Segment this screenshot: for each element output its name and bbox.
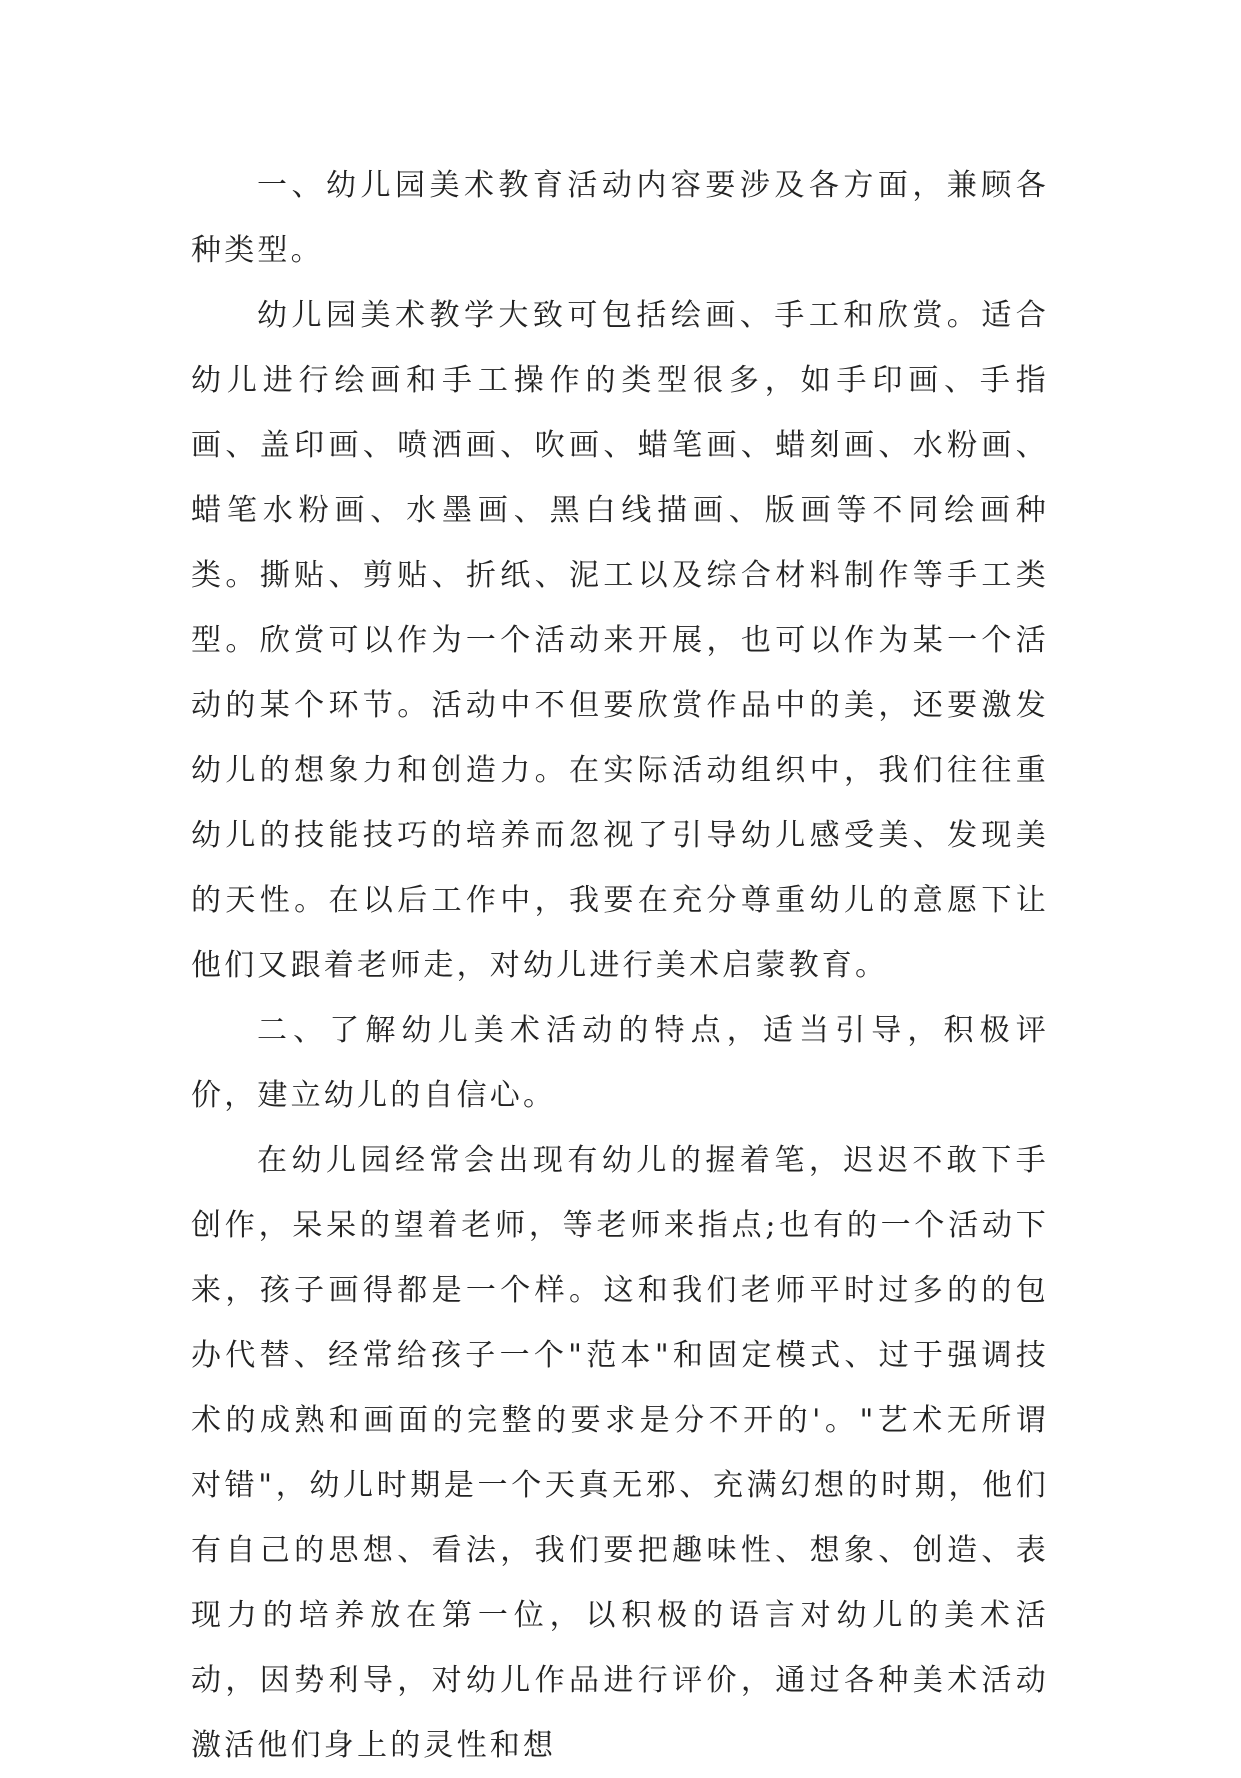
document-body (191, 153, 1049, 1778)
section-heading-2: 二、了解幼儿美术活动的特点，适当引导，积极评价，建立幼儿的自信心。 (191, 1013, 1049, 1113)
paragraph-1: 幼儿园美术教学大致可包括绘画、手工和欣赏。适合幼儿进行绘画和手工操作的类型很多，如手印画、手指画、盖印画、喷洒画、吹画、蜡笔画、蜡刻画、水粉画、蜡笔水粉画、水墨画、黑白线描画、版画等不同绘画种类。撕贴、剪贴、折纸、泥工以及综合材料制作等手工类型。欣赏可以作为一个活动来开展，也可以作为某一个活动的某个环节。活动中不但要欣赏作品中的美，还要激发幼儿的想象力和创造力。在实际活动组织中，我们往往重幼儿的技能技巧的培养而忽视了引导幼儿感受美、发现美的天性。在以后工作中，我要在充分尊重幼儿的意愿下让他们又跟着老师走，对幼儿进行美术启蒙教育。 (191, 298, 1049, 983)
section-heading-1: 一、幼儿园美术教育活动内容要涉及各方面，兼顾各种类型。 (191, 168, 1049, 268)
paragraph-2: 在幼儿园经常会出现有幼儿的握着笔，迟迟不敢下手创作，呆呆的望着老师，等老师来指点;也有的一个活动下来，孩子画得都是一个样。这和我们老师平时过多的的包办代替、经常给孩子一个"范本"和固定模式、过于强调技术的成熟和画面的完整的要求是分不开的'。"艺术无所谓对错"，幼儿时期是一个天真无邪、充满幻想的时期，他们有自己的思想、看法，我们要把趣味性、想象、创造、表现力的培养放在第一位，以积极的语言对幼儿的美术活动，因势利导，对幼儿作品进行评价，通过各种美术活动激活他们身上的灵性和想 (191, 1143, 1049, 1763)
